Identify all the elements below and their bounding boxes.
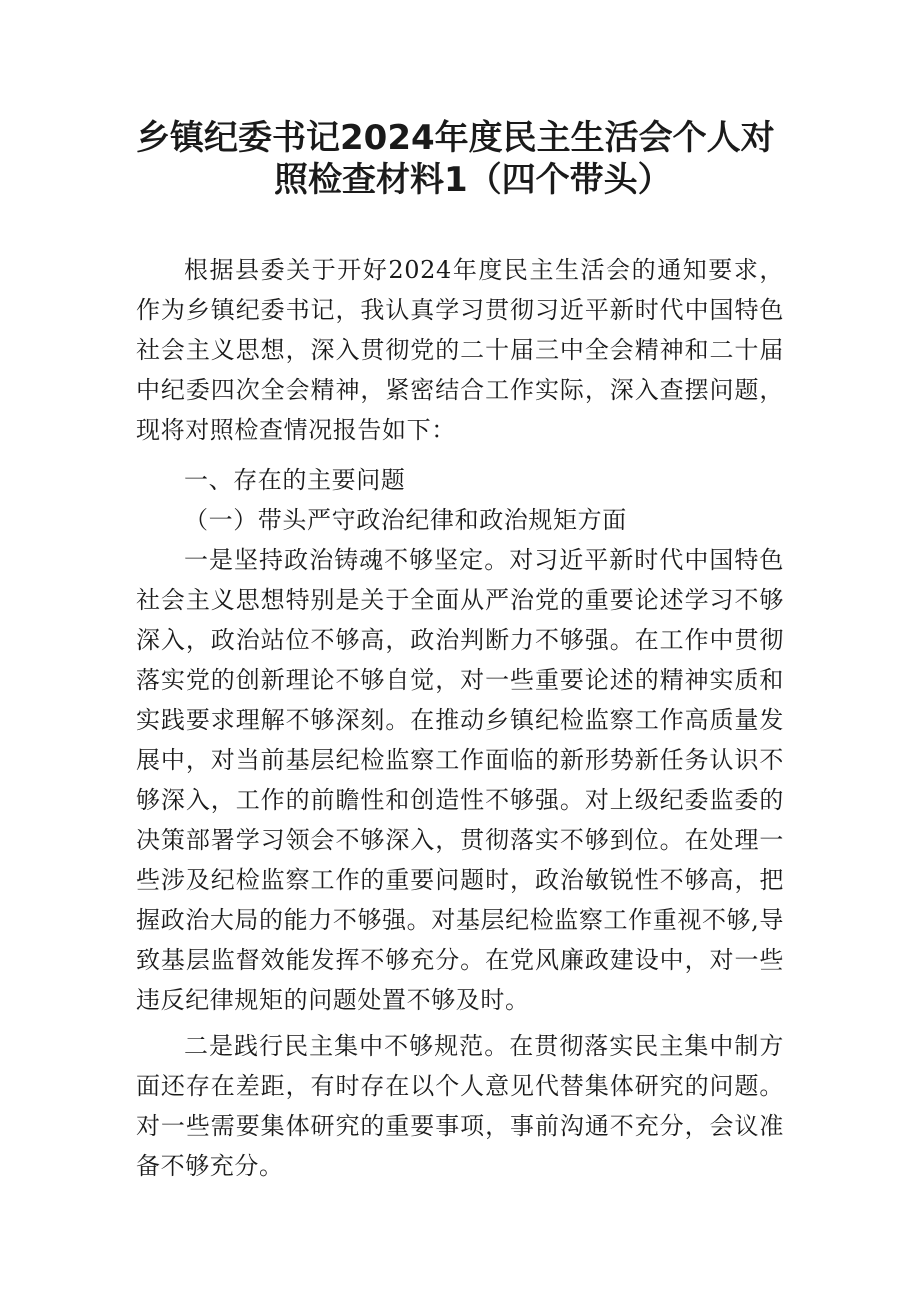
subsection-heading-1: （一）带头严守政治纪律和政治规矩方面 bbox=[184, 506, 627, 534]
body-paragraph-1: 一是坚持政治铸魂不够坚定。对习近平新时代中国特色社会主义思想特别是关于全面从严治党的重要论述学习不够深入，政治站位不够高，政治判断力不够强。在工作中贯彻落实党的创新理论不够自觉，对一些重要论述的精神实质和实践要求理解不够深刻。在推动乡镇纪检监察工作高质量发展中，对当前基层纪检监察工作面临的新形势新任务认识不够深入，工作的前瞻性和创造性不够强。对上级纪委监委的决策部署学习领会不够深入，贯彻落实不够到位。在处理一些涉及纪检监察工作的重要问题时，政治敏锐性不够高，把握政治大局的能力不够强。对基层纪检监察工作重视不够,导致基层监督效能发挥不够充分。在党风廉政建设中，对一些违反纪律规矩的问题处置不够及时。 bbox=[136, 546, 784, 1014]
document-title-line-2: 照检查材料1（四个带头） bbox=[274, 160, 672, 200]
document-body bbox=[136, 250, 784, 1186]
body-paragraph-2: 二是践行民主集中不够规范。在贯彻落实民主集中制方面还存在差距，有时存在以个人意见代替集体研究的问题。对一些需要集体研究的重要事项，事前沟通不充分，会议准备不够充分。 bbox=[136, 1032, 784, 1180]
document-title-line-1: 乡镇纪委书记2024年度民主生活会个人对 bbox=[136, 118, 775, 158]
intro-paragraph: 根据县委关于开好2024年度民主生活会的通知要求，作为乡镇纪委书记，我认真学习贯彻习近平新时代中国特色社会主义思想，深入贯彻党的二十届三中全会精神和二十届中纪委四次全会精神，紧密结合工作实际，深入查摆问题，现将对照检查情况报告如下： bbox=[136, 256, 784, 444]
section-heading-1: 一、存在的主要问题 bbox=[184, 466, 406, 494]
